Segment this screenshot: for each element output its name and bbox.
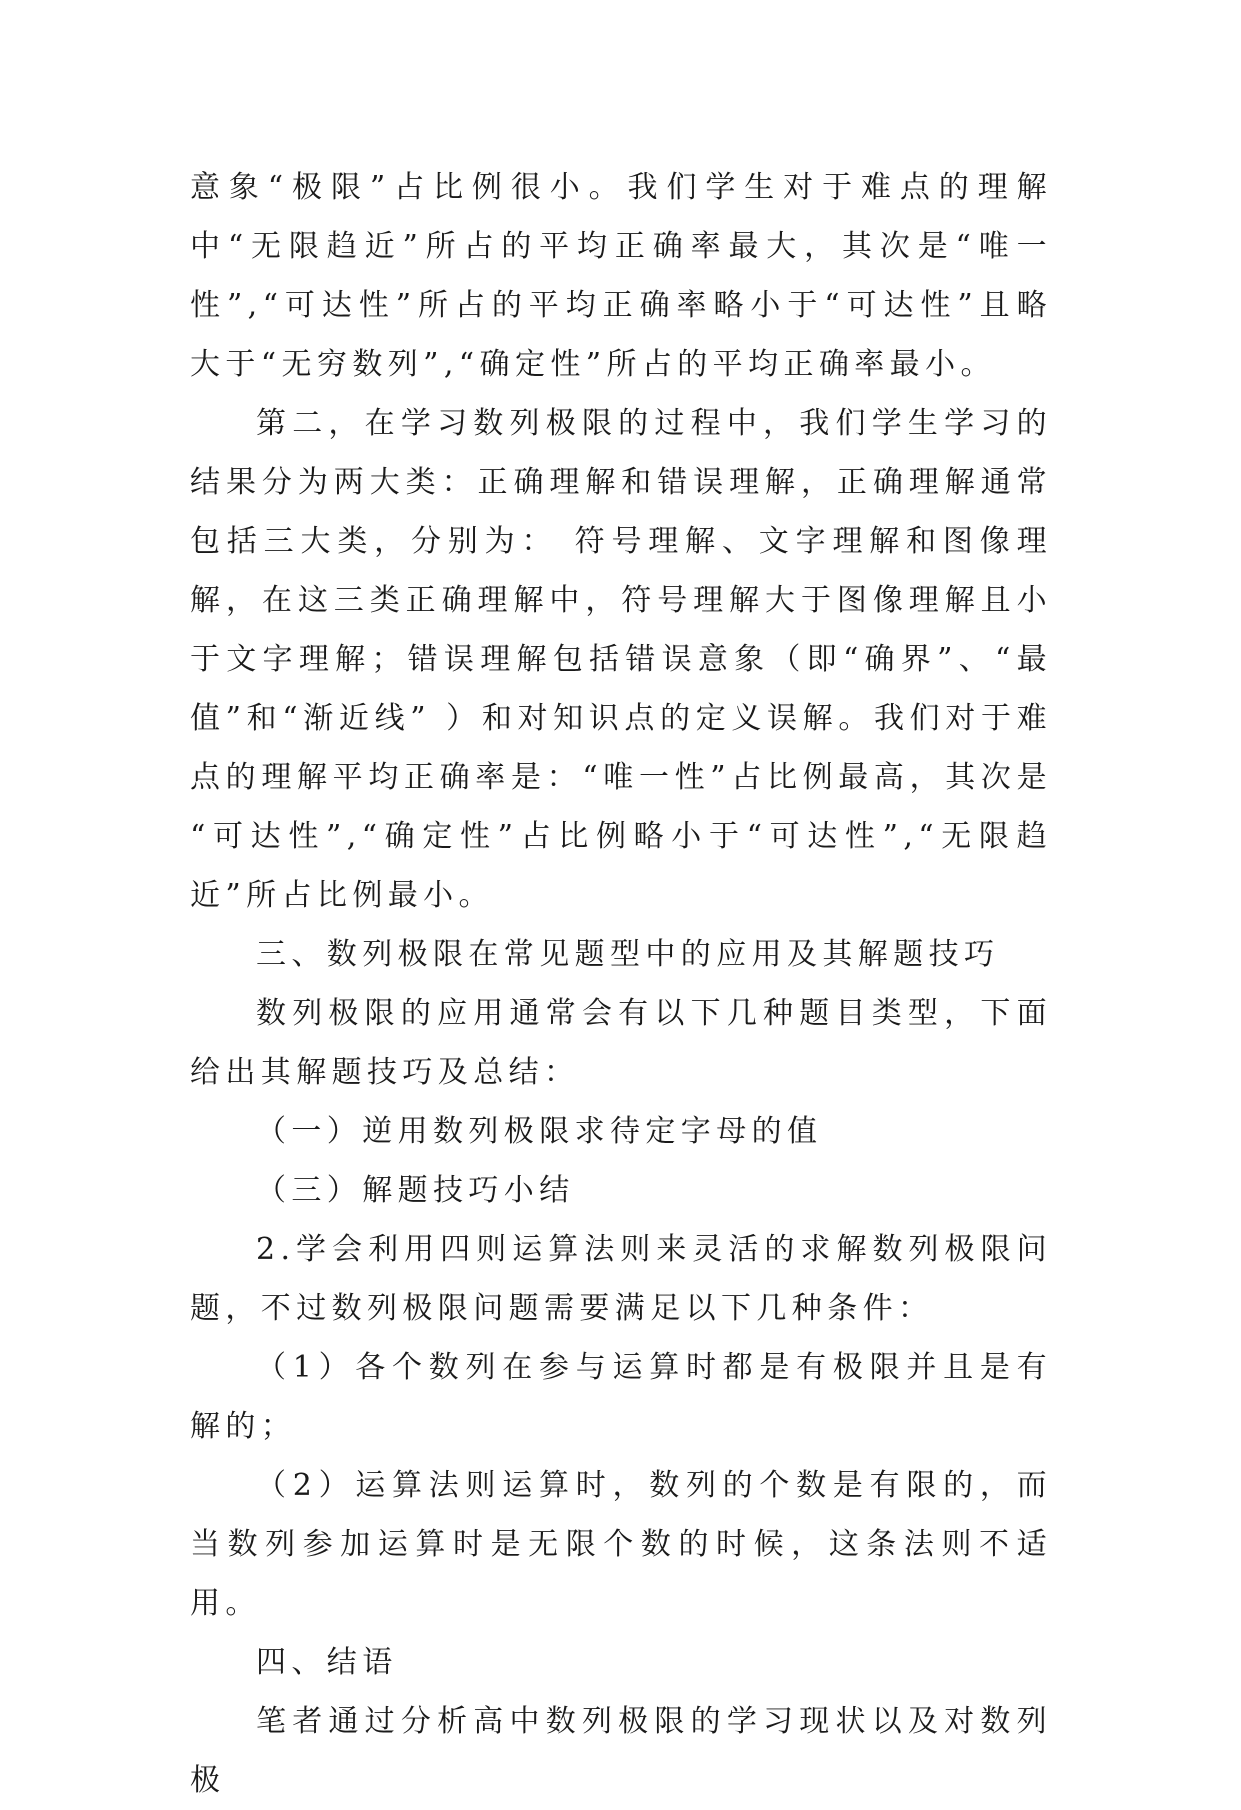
paragraph-problem-types-intro: 数列极限的应用通常会有以下几种题目类型，下面给出其解题技巧及总结： bbox=[190, 996, 1052, 1090]
paragraph-error-imagery-summary: 意象“极限”占比例很小。我们学生对于难点的理解中“无限趋近”所占的平均正确率最大，其次是“唯一性”,“可达性”所占的平均正确率略小于“可达性”且略大于“无穷数列”,“确定性”所占的平均正确率最小。 bbox=[190, 170, 1052, 382]
section-heading-three: 三、数列极限在常见题型中的应用及其解题技巧 bbox=[256, 937, 1000, 972]
body-text bbox=[190, 158, 1052, 1810]
section-heading-four: 四、结语 bbox=[256, 1645, 398, 1680]
subheading-one: （一）逆用数列极限求待定字母的值 bbox=[256, 1114, 823, 1149]
paragraph-arithmetic-rules: 2.学会利用四则运算法则来灵活的求解数列极限问题，不过数列极限问题需要满足以下几种条件： bbox=[190, 1232, 1052, 1326]
condition-item-2: （2）运算法则运算时，数列的个数是有限的，而当数列参加运算时是无限个数的时候，这条法则不适用。 bbox=[190, 1468, 1052, 1621]
subheading-three: （三）解题技巧小结 bbox=[256, 1173, 575, 1208]
condition-item-1: （1）各个数列在参与运算时都是有极限并且是有解的； bbox=[190, 1350, 1052, 1444]
paragraph-conclusion-start: 笔者通过分析高中数列极限的学习现状以及对数列极 bbox=[190, 1704, 1052, 1798]
paragraph-second-point: 第二，在学习数列极限的过程中，我们学生学习的结果分为两大类：正确理解和错误理解，正确理解通常包括三大类，分别为： 符号理解、文字理解和图像理解，在这三类正确理解中，符号理解大于图像理解且小于文字理解；错误理解包括错误意象（即“确界”、“最值”和“渐近线” ）和对知识点的定义误解。我们对于难点的理解平均正确率是：“唯一性”占比例最高，其次是 “可达性”,“确定性”占比例略小于“可达性”,“无限趋近”所占比例最小。 bbox=[190, 406, 1052, 913]
